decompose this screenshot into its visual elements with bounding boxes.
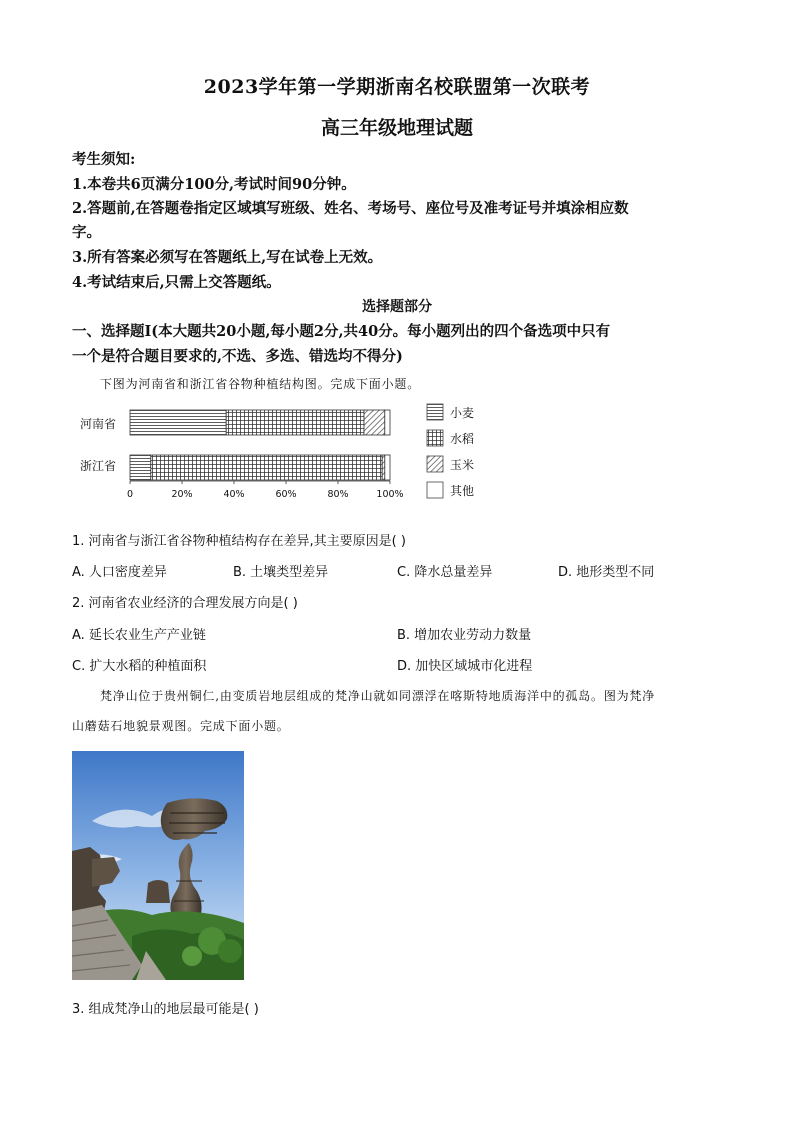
question-1-stem: 1. 河南省与浙江省谷物种植结构存在差异,其主要原因是( ) xyxy=(72,534,406,549)
x-tick-label: 20% xyxy=(171,489,193,500)
exam-title: 2023学年第一学期浙南名校联盟第一次联考 xyxy=(203,76,591,98)
legend-swatch xyxy=(427,482,443,498)
legend-swatch xyxy=(427,456,443,472)
bar-segment-zhejiang-1 xyxy=(151,455,382,480)
question-2-option-c[interactable]: C. 扩大水稻的种植面积 xyxy=(72,659,207,674)
legend-swatch xyxy=(427,404,443,420)
x-tick-label: 80% xyxy=(327,489,349,500)
legend-swatch xyxy=(427,430,443,446)
section-instruction-1: 一、选择题Ⅰ(本大题共20小题,每小题2分,共40分。每小题列出的四个备选项中只有 xyxy=(72,323,611,340)
question-2-stem: 2. 河南省农业经济的合理发展方向是( ) xyxy=(72,596,298,611)
question-2-option-d[interactable]: D. 加快区域城市化进程 xyxy=(397,659,533,674)
question-1-option-a[interactable]: A. 人口密度差异 xyxy=(72,565,167,580)
notice-item-1: 1.本卷共6页满分100分,考试时间90分钟。 xyxy=(72,176,356,193)
x-tick-label: 100% xyxy=(376,489,404,500)
notice-heading: 考生须知: xyxy=(72,151,136,168)
passage-fanjing-line-1: 梵净山位于贵州铜仁,由变质岩地层组成的梵净山就如同漂浮在喀斯特地质海洋中的孤岛。图为梵净 xyxy=(100,689,656,703)
passage-fanjing-line-2: 山蘑菇石地貌景观图。完成下面小题。 xyxy=(72,719,290,733)
bar-segment-henan-0 xyxy=(130,410,226,435)
notice-item-3: 3.所有答案必须写在答题纸上,写在试卷上无效。 xyxy=(72,249,383,266)
legend-label: 其他 xyxy=(450,484,475,498)
question-1-option-d[interactable]: D. 地形类型不同 xyxy=(558,565,655,580)
legend-label: 玉米 xyxy=(450,458,475,472)
notice-item-2-cont: 字。 xyxy=(72,224,101,241)
x-tick-label: 40% xyxy=(223,489,245,500)
bar-segment-henan-2 xyxy=(364,410,385,435)
bar-segment-zhejiang-3 xyxy=(385,455,390,480)
question-1-option-b[interactable]: B. 土壤类型差异 xyxy=(233,565,329,580)
legend-label: 小麦 xyxy=(450,406,475,420)
question-2-option-a[interactable]: A. 延长农业生产产业链 xyxy=(72,628,206,643)
question-2-option-b[interactable]: B. 增加农业劳动力数量 xyxy=(397,628,532,643)
x-tick-label: 60% xyxy=(275,489,297,500)
legend-label: 水稻 xyxy=(450,432,475,446)
chart-intro: 下图为河南省和浙江省谷物种植结构图。完成下面小题。 xyxy=(100,377,421,391)
notice-item-4: 4.考试结束后,只需上交答题纸。 xyxy=(72,274,281,291)
bar-segment-henan-1 xyxy=(226,410,364,435)
bar-segment-zhejiang-0 xyxy=(130,455,151,480)
grain-structure-chart xyxy=(72,400,492,510)
bar-segment-henan-3 xyxy=(385,410,390,435)
question-3-stem: 3. 组成梵净山的地层最可能是( ) xyxy=(72,1002,259,1017)
section-title: 选择题部分 xyxy=(362,299,432,315)
mushroom-rock-photo xyxy=(72,751,244,980)
exam-subtitle: 高三年级地理试题 xyxy=(320,117,473,139)
category-label-henan: 河南省 xyxy=(80,417,117,431)
question-1-option-c[interactable]: C. 降水总量差异 xyxy=(397,565,493,580)
x-tick-label: 0 xyxy=(126,489,134,500)
notice-item-2: 2.答题前,在答题卷指定区域填写班级、姓名、考场号、座位号及准考证号并填涂相应数 xyxy=(72,200,629,217)
category-label-zhejiang: 浙江省 xyxy=(80,459,117,473)
section-instruction-2: 一个是符合题目要求的,不选、多选、错选均不得分) xyxy=(72,348,403,365)
